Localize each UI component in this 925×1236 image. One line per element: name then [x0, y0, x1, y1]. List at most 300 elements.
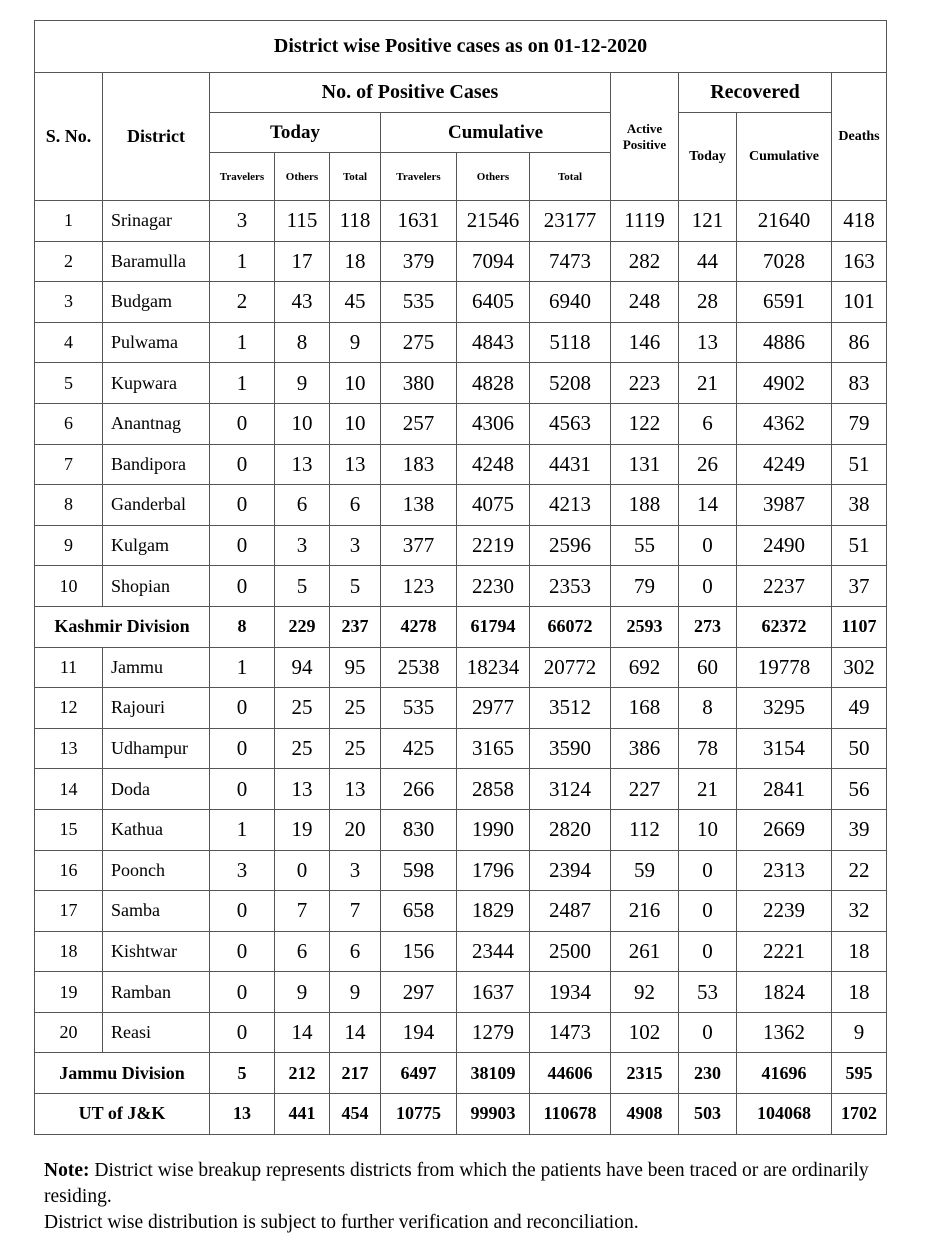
cell-district: Shopian [103, 566, 210, 607]
cell-value: 248 [611, 282, 679, 323]
cell-value: 25 [330, 728, 381, 769]
cell-value: 0 [210, 931, 275, 972]
jammu-division-row [35, 1053, 887, 1094]
table-row [35, 566, 887, 607]
cell-value: 0 [210, 891, 275, 932]
header-active-positive: Active Positive [611, 73, 679, 201]
cell-value: 3 [210, 201, 275, 242]
cell-value: 20 [330, 809, 381, 850]
cell-value: 377 [381, 525, 457, 566]
cell-value: 0 [210, 403, 275, 444]
cell-value: 1824 [737, 972, 832, 1013]
header-district: District [103, 73, 210, 201]
cell-value: 25 [330, 688, 381, 729]
cell-sno: 17 [35, 891, 103, 932]
cell-district: Ganderbal [103, 485, 210, 526]
cell-sno: 11 [35, 647, 103, 688]
cell-value: 118 [330, 201, 381, 242]
header-deaths: Deaths [832, 73, 887, 201]
cell-district: Ramban [103, 972, 210, 1013]
cell-sno: 3 [35, 282, 103, 323]
cell-sno: 20 [35, 1012, 103, 1053]
cell-value: 5 [330, 566, 381, 607]
cell-value: 380 [381, 363, 457, 404]
table-row [35, 728, 887, 769]
cell-value: 13 [679, 322, 737, 363]
cell-value: 99903 [457, 1094, 530, 1135]
header-recovered-today: Today [679, 113, 737, 201]
cell-value: 13 [330, 769, 381, 810]
cell-value: 2487 [530, 891, 611, 932]
cell-value: 658 [381, 891, 457, 932]
cell-value: 4213 [530, 485, 611, 526]
cell-value: 1990 [457, 809, 530, 850]
cell-value: 6591 [737, 282, 832, 323]
cell-value: 1119 [611, 201, 679, 242]
cell-value: 2239 [737, 891, 832, 932]
cell-value: 1 [210, 241, 275, 282]
header-today: Today [210, 113, 381, 153]
cell-sno: 7 [35, 444, 103, 485]
cell-value: 5 [275, 566, 330, 607]
table-row [35, 241, 887, 282]
cell-value: 4563 [530, 403, 611, 444]
header-today-travelers: Travelers [210, 153, 275, 201]
cell-value: 101 [832, 282, 887, 323]
cell-value: 4278 [381, 606, 457, 647]
cell-value: 1934 [530, 972, 611, 1013]
cell-district: Srinagar [103, 201, 210, 242]
cell-sno: 9 [35, 525, 103, 566]
cell-division-name: Kashmir Division [35, 606, 210, 647]
cell-value: 1362 [737, 1012, 832, 1053]
cell-value: 62372 [737, 606, 832, 647]
cell-district: Samba [103, 891, 210, 932]
cell-value: 4075 [457, 485, 530, 526]
cell-value: 223 [611, 363, 679, 404]
table-row [35, 769, 887, 810]
cell-value: 13 [275, 769, 330, 810]
cases-table [34, 20, 887, 1135]
cell-value: 21546 [457, 201, 530, 242]
cell-division-name: Jammu Division [35, 1053, 210, 1094]
cell-value: 23177 [530, 201, 611, 242]
table-row [35, 444, 887, 485]
cell-value: 3 [275, 525, 330, 566]
cell-value: 168 [611, 688, 679, 729]
cell-value: 51 [832, 525, 887, 566]
cell-value: 4248 [457, 444, 530, 485]
table-row [35, 931, 887, 972]
table-body [35, 201, 887, 1135]
cell-value: 3590 [530, 728, 611, 769]
cell-value: 10 [275, 403, 330, 444]
cell-value: 0 [679, 1012, 737, 1053]
cell-value: 257 [381, 403, 457, 444]
cell-value: 1 [210, 809, 275, 850]
cell-value: 14 [330, 1012, 381, 1053]
cell-value: 1 [210, 322, 275, 363]
cell-value: 3154 [737, 728, 832, 769]
cell-value: 194 [381, 1012, 457, 1053]
cell-value: 2490 [737, 525, 832, 566]
cell-value: 598 [381, 850, 457, 891]
cell-value: 0 [210, 688, 275, 729]
cell-value: 50 [832, 728, 887, 769]
cell-district: Doda [103, 769, 210, 810]
table-row [35, 647, 887, 688]
cell-district: Kupwara [103, 363, 210, 404]
cell-value: 56 [832, 769, 887, 810]
cell-value: 188 [611, 485, 679, 526]
cell-sno: 13 [35, 728, 103, 769]
cell-value: 2394 [530, 850, 611, 891]
header-cumulative: Cumulative [381, 113, 611, 153]
cell-value: 261 [611, 931, 679, 972]
cell-value: 0 [275, 850, 330, 891]
cell-district: Jammu [103, 647, 210, 688]
cell-value: 275 [381, 322, 457, 363]
cell-value: 2237 [737, 566, 832, 607]
cell-value: 18234 [457, 647, 530, 688]
cell-value: 6497 [381, 1053, 457, 1094]
cell-value: 266 [381, 769, 457, 810]
cell-value: 10775 [381, 1094, 457, 1135]
cell-district: Kishtwar [103, 931, 210, 972]
cell-value: 19 [275, 809, 330, 850]
cell-value: 4249 [737, 444, 832, 485]
cell-value: 4306 [457, 403, 530, 444]
cell-value: 0 [210, 444, 275, 485]
header-cum-travelers: Travelers [381, 153, 457, 201]
cell-sno: 14 [35, 769, 103, 810]
cell-value: 1702 [832, 1094, 887, 1135]
cell-value: 3124 [530, 769, 611, 810]
cell-value: 6940 [530, 282, 611, 323]
cell-value: 9 [330, 972, 381, 1013]
header-recovered-cumulative: Cumulative [737, 113, 832, 201]
cell-value: 7 [330, 891, 381, 932]
cell-value: 217 [330, 1053, 381, 1094]
cell-district: Poonch [103, 850, 210, 891]
cell-value: 237 [330, 606, 381, 647]
cell-value: 1107 [832, 606, 887, 647]
cell-value: 4902 [737, 363, 832, 404]
cell-value: 9 [275, 972, 330, 1013]
cell-value: 216 [611, 891, 679, 932]
cell-value: 7028 [737, 241, 832, 282]
cell-value: 2313 [737, 850, 832, 891]
cell-value: 535 [381, 282, 457, 323]
cell-value: 22 [832, 850, 887, 891]
cell-value: 21640 [737, 201, 832, 242]
cell-value: 10 [330, 403, 381, 444]
cell-value: 595 [832, 1053, 887, 1094]
cell-value: 2353 [530, 566, 611, 607]
cell-value: 302 [832, 647, 887, 688]
table-row [35, 201, 887, 242]
cell-sno: 1 [35, 201, 103, 242]
cell-value: 5 [210, 1053, 275, 1094]
cell-value: 386 [611, 728, 679, 769]
cell-value: 6 [275, 485, 330, 526]
cell-value: 8 [275, 322, 330, 363]
note-label: Note: [44, 1160, 90, 1181]
cell-sno: 18 [35, 931, 103, 972]
cell-value: 28 [679, 282, 737, 323]
cell-value: 2221 [737, 931, 832, 972]
cell-value: 230 [679, 1053, 737, 1094]
cell-value: 3987 [737, 485, 832, 526]
cell-value: 95 [330, 647, 381, 688]
cell-value: 4843 [457, 322, 530, 363]
cell-value: 78 [679, 728, 737, 769]
cell-value: 18 [832, 972, 887, 1013]
cell-value: 26 [679, 444, 737, 485]
cell-district: Budgam [103, 282, 210, 323]
cell-value: 830 [381, 809, 457, 850]
table-row [35, 688, 887, 729]
cell-value: 3295 [737, 688, 832, 729]
cell-sno: 2 [35, 241, 103, 282]
cell-value: 44606 [530, 1053, 611, 1094]
cell-value: 79 [611, 566, 679, 607]
cell-value: 9 [275, 363, 330, 404]
cell-value: 1 [210, 647, 275, 688]
cell-value: 13 [275, 444, 330, 485]
cell-value: 21 [679, 363, 737, 404]
cell-value: 3 [330, 850, 381, 891]
cell-value: 379 [381, 241, 457, 282]
cell-value: 8 [210, 606, 275, 647]
cell-value: 2 [210, 282, 275, 323]
cell-value: 0 [679, 525, 737, 566]
cell-value: 0 [679, 850, 737, 891]
cell-value: 53 [679, 972, 737, 1013]
cell-value: 13 [330, 444, 381, 485]
cell-value: 2315 [611, 1053, 679, 1094]
cell-value: 25 [275, 688, 330, 729]
cell-value: 2841 [737, 769, 832, 810]
cell-value: 3512 [530, 688, 611, 729]
cell-value: 1 [210, 363, 275, 404]
cell-value: 10 [330, 363, 381, 404]
cell-value: 115 [275, 201, 330, 242]
table-row [35, 282, 887, 323]
cell-value: 4431 [530, 444, 611, 485]
cell-sno: 5 [35, 363, 103, 404]
table-row [35, 485, 887, 526]
table-row [35, 891, 887, 932]
cell-value: 86 [832, 322, 887, 363]
table-row [35, 972, 887, 1013]
cell-value: 425 [381, 728, 457, 769]
cell-district: Baramulla [103, 241, 210, 282]
cell-value: 51 [832, 444, 887, 485]
cell-value: 6 [330, 931, 381, 972]
cell-value: 4362 [737, 403, 832, 444]
cell-value: 2500 [530, 931, 611, 972]
cell-value: 49 [832, 688, 887, 729]
cell-sno: 4 [35, 322, 103, 363]
cell-value: 2230 [457, 566, 530, 607]
header-positive-cases: No. of Positive Cases [210, 73, 611, 113]
header-today-others: Others [275, 153, 330, 201]
cell-value: 4828 [457, 363, 530, 404]
cell-value: 3 [330, 525, 381, 566]
note-line1: District wise breakup represents districts from which the patients have been traced or are ordinarily residing. [44, 1160, 869, 1207]
cell-value: 59 [611, 850, 679, 891]
cell-value: 229 [275, 606, 330, 647]
cell-value: 14 [275, 1012, 330, 1053]
cell-value: 112 [611, 809, 679, 850]
cell-value: 7094 [457, 241, 530, 282]
cell-value: 37 [832, 566, 887, 607]
cell-value: 9 [330, 322, 381, 363]
cell-value: 0 [679, 931, 737, 972]
cell-value: 6 [679, 403, 737, 444]
header-today-total: Total [330, 153, 381, 201]
cell-value: 0 [210, 566, 275, 607]
cell-value: 21 [679, 769, 737, 810]
cell-value: 0 [210, 728, 275, 769]
cell-district: Anantnag [103, 403, 210, 444]
cell-value: 2669 [737, 809, 832, 850]
cell-value: 60 [679, 647, 737, 688]
cell-sno: 19 [35, 972, 103, 1013]
cell-value: 43 [275, 282, 330, 323]
ut-total-row [35, 1094, 887, 1135]
cell-value: 7 [275, 891, 330, 932]
cell-value: 2977 [457, 688, 530, 729]
cell-sno: 6 [35, 403, 103, 444]
cell-district: Bandipora [103, 444, 210, 485]
cell-value: 535 [381, 688, 457, 729]
table-row [35, 363, 887, 404]
cell-value: 1473 [530, 1012, 611, 1053]
cell-value: 282 [611, 241, 679, 282]
cell-value: 441 [275, 1094, 330, 1135]
cell-value: 2344 [457, 931, 530, 972]
cell-value: 212 [275, 1053, 330, 1094]
cell-value: 38109 [457, 1053, 530, 1094]
cell-value: 14 [679, 485, 737, 526]
cell-value: 503 [679, 1094, 737, 1135]
cell-value: 0 [679, 891, 737, 932]
cell-value: 1631 [381, 201, 457, 242]
cell-value: 25 [275, 728, 330, 769]
cell-value: 41696 [737, 1053, 832, 1094]
cell-value: 2858 [457, 769, 530, 810]
cell-sno: 15 [35, 809, 103, 850]
cell-value: 4908 [611, 1094, 679, 1135]
cell-value: 2596 [530, 525, 611, 566]
cell-value: 138 [381, 485, 457, 526]
cell-value: 123 [381, 566, 457, 607]
kashmir-division-row [35, 606, 887, 647]
cell-value: 20772 [530, 647, 611, 688]
cell-value: 183 [381, 444, 457, 485]
cell-value: 32 [832, 891, 887, 932]
cell-sno: 8 [35, 485, 103, 526]
cell-value: 0 [210, 972, 275, 1013]
cell-value: 0 [210, 769, 275, 810]
cell-sno: 12 [35, 688, 103, 729]
cell-value: 5118 [530, 322, 611, 363]
cell-value: 6 [330, 485, 381, 526]
cell-value: 18 [832, 931, 887, 972]
table-title: District wise Positive cases as on 01-12-2020 [35, 21, 887, 73]
cell-value: 17 [275, 241, 330, 282]
cell-value: 4886 [737, 322, 832, 363]
cell-value: 13 [210, 1094, 275, 1135]
cell-value: 3 [210, 850, 275, 891]
cell-value: 0 [210, 485, 275, 526]
header-cum-others: Others [457, 153, 530, 201]
cell-value: 6405 [457, 282, 530, 323]
cell-value: 38 [832, 485, 887, 526]
cell-value: 1796 [457, 850, 530, 891]
cell-value: 5208 [530, 363, 611, 404]
cell-value: 692 [611, 647, 679, 688]
table-row [35, 850, 887, 891]
cell-value: 0 [210, 1012, 275, 1053]
cell-value: 0 [210, 525, 275, 566]
cell-value: 55 [611, 525, 679, 566]
cell-district: Udhampur [103, 728, 210, 769]
table-row [35, 403, 887, 444]
cell-district: Pulwama [103, 322, 210, 363]
cell-value: 83 [832, 363, 887, 404]
cell-value: 2219 [457, 525, 530, 566]
cell-district: Kathua [103, 809, 210, 850]
cell-value: 61794 [457, 606, 530, 647]
cell-value: 45 [330, 282, 381, 323]
cell-value: 18 [330, 241, 381, 282]
cell-value: 156 [381, 931, 457, 972]
cell-value: 66072 [530, 606, 611, 647]
cell-district: Reasi [103, 1012, 210, 1053]
header-recovered: Recovered [679, 73, 832, 113]
cell-value: 122 [611, 403, 679, 444]
cell-value: 3165 [457, 728, 530, 769]
cell-value: 227 [611, 769, 679, 810]
table-row [35, 525, 887, 566]
cell-value: 104068 [737, 1094, 832, 1135]
cell-value: 1829 [457, 891, 530, 932]
cell-value: 121 [679, 201, 737, 242]
cell-value: 79 [832, 403, 887, 444]
cell-value: 92 [611, 972, 679, 1013]
cell-value: 297 [381, 972, 457, 1013]
cell-value: 273 [679, 606, 737, 647]
cell-value: 146 [611, 322, 679, 363]
cell-value: 94 [275, 647, 330, 688]
cell-value: 6 [275, 931, 330, 972]
note [44, 1158, 904, 1236]
table-row [35, 1012, 887, 1053]
cell-sno: 10 [35, 566, 103, 607]
cell-value: 10 [679, 809, 737, 850]
cell-value: 9 [832, 1012, 887, 1053]
cell-value: 1637 [457, 972, 530, 1013]
cell-value: 1279 [457, 1012, 530, 1053]
table-row [35, 322, 887, 363]
note-line2: District wise distribution is subject to further verification and reconciliation. [44, 1212, 639, 1233]
cell-division-name: UT of J&K [35, 1094, 210, 1135]
cell-value: 44 [679, 241, 737, 282]
cell-sno: 16 [35, 850, 103, 891]
